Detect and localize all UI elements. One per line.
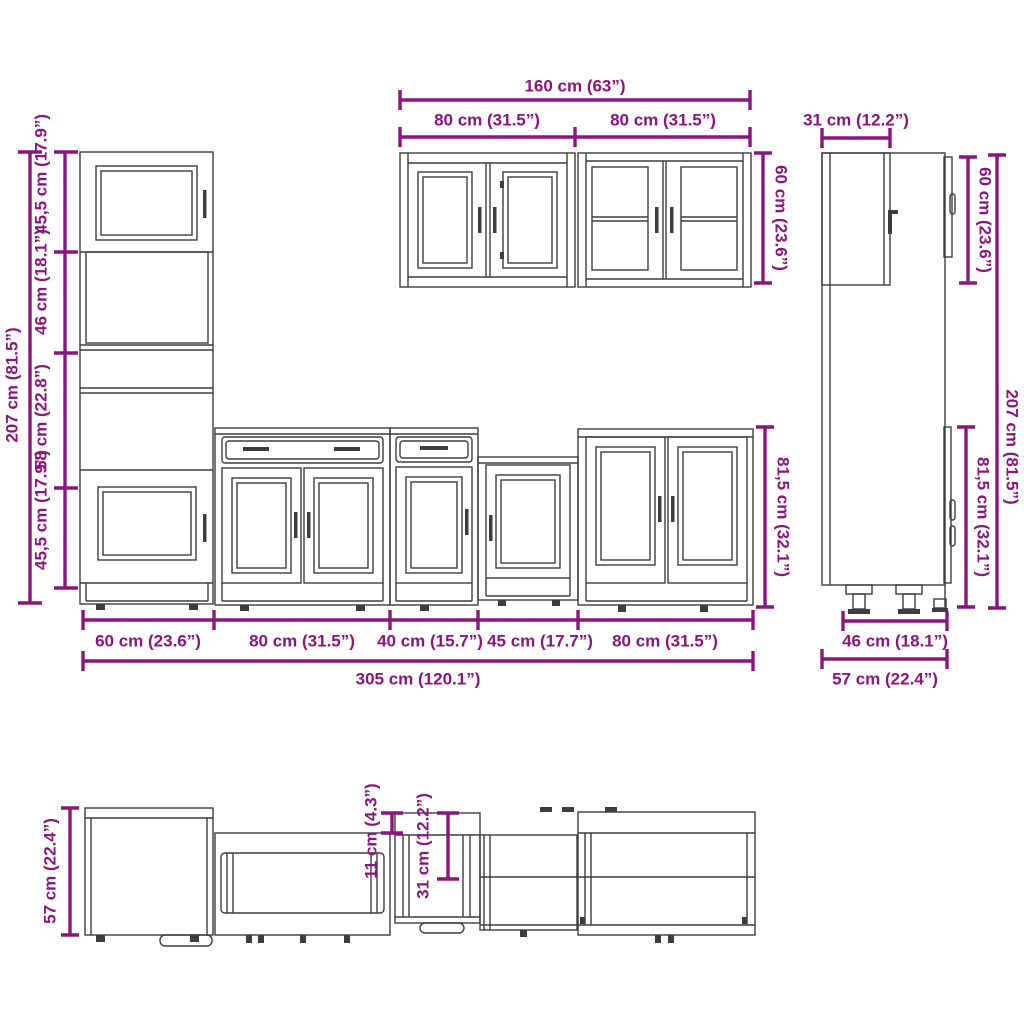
dim-label-side-bottom-depth: 46 cm (18.1”) (842, 631, 948, 651)
door-handle (203, 514, 207, 542)
tall-cabinet-front-view (80, 152, 213, 610)
dim-line-side-upper-height (959, 157, 977, 283)
wall-cabinets-front-view (400, 153, 751, 287)
dim-label-plan-wall-depth: 31 cm (12.2”) (413, 793, 433, 899)
dim-label-tall-section-4: 45,5 cm (17.9”) (31, 449, 51, 571)
dim-line-plan-front-offset (381, 813, 403, 833)
dim-line-base-height (756, 427, 774, 607)
door-handle (294, 512, 298, 538)
door-handle (465, 509, 469, 535)
dim-line-side-lower-height (957, 427, 975, 607)
dim-line-side-top-depth (822, 128, 890, 148)
dim-label-side-top-depth: 31 cm (12.2”) (803, 110, 909, 130)
dim-line-plan-depth (61, 808, 79, 935)
dim-label-wall-right-width: 80 cm (31.5”) (610, 110, 716, 130)
door-handle (307, 512, 311, 538)
dim-label-base-height: 81,5 cm (32.1”) (773, 456, 793, 578)
dim-label-wall-height: 60 cm (23.6”) (771, 165, 791, 271)
dim-label-wall-total-width: 160 cm (63”) (524, 76, 626, 96)
adjustable-foot (896, 585, 922, 594)
dim-line-wall-halves (400, 127, 750, 147)
door-handle (478, 207, 482, 233)
door-handle (671, 496, 675, 522)
door-handle (489, 515, 493, 541)
dim-label-base-width-5: 80 cm (31.5”) (612, 631, 718, 651)
door-handle (203, 190, 207, 218)
dim-line-tall-sections (54, 152, 78, 588)
dim-label-tall-total-height: 207 cm (81.5”) (2, 327, 22, 443)
tall-cabinet-side-view (822, 153, 955, 614)
dim-label-plan-depth: 57 cm (22.4”) (40, 818, 60, 924)
dim-line-plan-wall-depth (437, 813, 459, 879)
dim-label-side-total-depth: 57 cm (22.4”) (832, 669, 938, 689)
dim-line-base-segments (83, 610, 753, 630)
dim-line-base-total-width (83, 651, 753, 671)
drawer-handle (243, 447, 269, 451)
door-handle (658, 496, 662, 522)
dim-label-wall-left-width: 80 cm (31.5”) (434, 110, 540, 130)
base-cabinets-front-view (215, 428, 753, 612)
dim-label-base-width-4: 45 cm (17.7”) (487, 631, 593, 651)
dim-label-base-width-2: 80 cm (31.5”) (249, 631, 355, 651)
drawer-handle (420, 446, 448, 450)
adjustable-foot (846, 585, 872, 594)
dim-line-side-total-depth (822, 649, 947, 669)
dim-label-side-lower-height: 81,5 cm (32.1”) (973, 456, 993, 578)
dim-label-base-width-3: 40 cm (15.7”) (377, 631, 483, 651)
dim-label-side-upper-height: 60 cm (23.6”) (975, 167, 995, 273)
dim-label-base-total-width: 305 cm (120.1”) (355, 669, 481, 689)
dim-label-tall-section-2: 46 cm (18.1”) (31, 229, 51, 335)
dim-line-wall-height (754, 153, 772, 283)
door-handle (655, 207, 659, 233)
dim-label-side-total-height: 207 cm (81.5”) (1002, 389, 1022, 505)
dim-label-base-width-1: 60 cm (23.6”) (95, 631, 201, 651)
dim-label-tall-section-1: 45,5 cm (17.9”) (31, 113, 51, 235)
door-handle (670, 207, 674, 233)
door-handle (493, 207, 497, 233)
dim-label-tall-section-3: 58 cm (22.8”) (31, 364, 51, 470)
drawer-handle (334, 447, 360, 451)
dim-label-plan-front-offset: 11 cm (4.3”) (361, 783, 381, 879)
